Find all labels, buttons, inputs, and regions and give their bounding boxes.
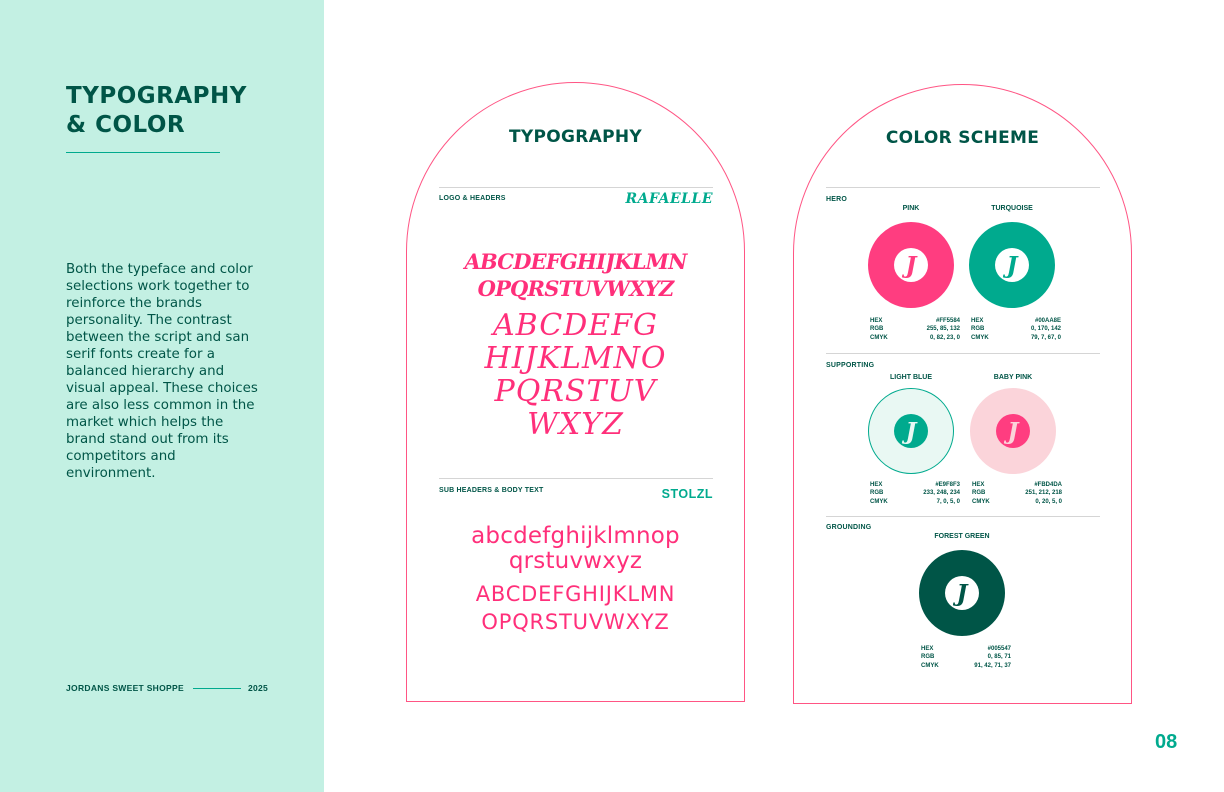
color-specs-turquoise [971, 317, 1061, 342]
monogram-icon: J [894, 248, 928, 282]
divider [439, 478, 713, 479]
spec-row-hex [870, 481, 960, 489]
color-scheme-panel [793, 84, 1132, 704]
group-label-grounding: GROUNDING [826, 524, 872, 531]
monogram-icon: J [995, 248, 1029, 282]
color-swatch-turquoise [969, 222, 1055, 308]
spec-value-cmyk: 91, 42, 71, 37 [974, 662, 1011, 669]
spec-value-hex: #FF5584 [935, 318, 960, 324]
sans-uppercase-line-2: OPQRSTUVWXYZ [481, 610, 670, 634]
spec-row-cmyk [972, 498, 1062, 506]
script-large-line-1: ABCDEFG [493, 308, 658, 343]
sans-upper-specimen [407, 580, 744, 636]
spec-row-hex [870, 317, 960, 325]
spec-value-cmyk: 0, 20, 5, 0 [1035, 498, 1062, 505]
page-number: 08 [1155, 731, 1178, 753]
swatch-name-turquoise: TURQUOISE [991, 205, 1033, 212]
sans-specimen [407, 524, 744, 574]
spec-label-rgb: RGB [972, 490, 986, 497]
color-swatch-light-blue [868, 388, 954, 474]
spec-value-cmyk: 0, 82, 23, 0 [929, 334, 960, 341]
spec-row-rgb [921, 653, 1011, 661]
monogram-icon: J [945, 576, 979, 610]
footer-year: 2025 [247, 683, 269, 693]
divider [826, 187, 1100, 188]
spec-value-rgb: 255, 85, 132 [926, 326, 960, 333]
spec-row-cmyk [870, 498, 960, 506]
spec-label-hex: HEX [971, 318, 984, 324]
color-specs-light-blue [870, 481, 960, 506]
color-swatch-forest-green [919, 550, 1005, 636]
spec-value-hex: #FBD4DA [1034, 482, 1062, 488]
spec-label-hex: HEX [870, 482, 883, 488]
divider [439, 187, 713, 188]
spec-row-cmyk [870, 334, 960, 342]
title-divider [66, 152, 220, 153]
spec-value-rgb: 0, 170, 142 [1030, 326, 1061, 333]
sans-uppercase-line-1: ABCDEFGHIJKLMN [475, 582, 676, 606]
group-label-supporting: SUPPORTING [826, 362, 875, 369]
spec-row-rgb [972, 489, 1062, 497]
footer-divider [193, 688, 241, 689]
page-title-line-2: & COLOR [66, 112, 186, 138]
spec-row-cmyk [921, 662, 1011, 670]
sidebar [0, 0, 324, 792]
color-specs-baby-pink [972, 481, 1062, 506]
sans-lowercase-line-1: abcdefghijklmnop [471, 523, 680, 549]
color-swatch-pink [868, 222, 954, 308]
script-large-specimen [407, 309, 744, 441]
spec-row-hex [972, 481, 1062, 489]
typography-panel [406, 82, 745, 702]
spec-label-rgb: RGB [870, 326, 884, 333]
spec-row-hex [921, 645, 1011, 653]
spec-row-rgb [870, 489, 960, 497]
script-specimen [407, 248, 744, 302]
monogram-icon: J [996, 414, 1030, 448]
body-text-label: SUB HEADERS & BODY TEXT [439, 487, 544, 494]
color-specs-pink [870, 317, 960, 342]
spec-value-cmyk: 79, 7, 67, 0 [1030, 334, 1061, 341]
color-scheme-title: COLOR SCHEME [885, 128, 1040, 148]
spec-label-hex: HEX [870, 318, 883, 324]
body-font-name: STOLZL [661, 487, 713, 501]
script-uppercase-line-2: OPQRSTUVWXYZ [477, 276, 674, 301]
script-large-line-4: WXYZ [527, 407, 624, 442]
monogram-icon: J [894, 414, 928, 448]
color-swatch-baby-pink [970, 388, 1056, 474]
page-title [66, 82, 286, 140]
script-uppercase-line-1: ABCDEFGHIJKLMN [464, 249, 687, 274]
spec-row-rgb [971, 325, 1061, 333]
script-large-line-3: PQRSTUV [494, 374, 657, 409]
spec-value-hex: #E9F8F3 [935, 482, 960, 488]
script-large-line-2: HIJKLMNO [484, 341, 667, 376]
spec-label-rgb: RGB [971, 326, 985, 333]
spec-label-cmyk: CMYK [870, 498, 888, 505]
page-title-line-1: TYPOGRAPHY [66, 83, 247, 109]
spec-row-cmyk [971, 334, 1061, 342]
divider [826, 516, 1100, 517]
spec-value-hex: #00AA8E [1034, 318, 1061, 324]
spec-label-hex: HEX [921, 646, 934, 652]
spec-value-cmyk: 7, 0, 5, 0 [936, 498, 960, 505]
spec-value-rgb: 251, 212, 218 [1025, 490, 1062, 497]
spec-value-hex: #005547 [987, 646, 1011, 652]
spec-label-cmyk: CMYK [971, 334, 989, 341]
spec-label-cmyk: CMYK [921, 662, 939, 669]
spec-value-rgb: 0, 85, 71 [987, 654, 1011, 661]
divider [826, 353, 1100, 354]
headers-font-name: RAFAELLE [625, 191, 713, 207]
spec-label-cmyk: CMYK [870, 334, 888, 341]
spec-value-rgb: 233, 248, 234 [923, 490, 960, 497]
footer-brand: JORDANS SWEET SHOPPE [66, 683, 184, 693]
spec-label-rgb: RGB [870, 490, 884, 497]
swatch-name-light-blue: LIGHT BLUE [890, 374, 932, 381]
spec-label-hex: HEX [972, 482, 985, 488]
spec-label-cmyk: CMYK [972, 498, 990, 505]
swatch-name-pink: PINK [902, 205, 920, 212]
color-specs-forest-green [921, 645, 1011, 670]
sans-lowercase-line-2: qrstuvwxyz [508, 548, 643, 574]
swatch-name-forest-green: FOREST GREEN [934, 533, 990, 540]
headers-label: LOGO & HEADERS [439, 195, 506, 202]
spec-row-hex [971, 317, 1061, 325]
spec-label-rgb: RGB [921, 654, 935, 661]
swatch-name-baby-pink: BABY PINK [993, 374, 1033, 381]
sidebar-body-text: Both the typeface and color selections work together to reinforce the brands personality. The contrast between the script and san serif fonts create for a balanced hierarchy and visual appeal. These choices are also less common in the market which helps the brand stand out from its competitors and environment. [66, 262, 258, 481]
typography-title: TYPOGRAPHY [508, 127, 642, 147]
spec-row-rgb [870, 325, 960, 333]
footer [66, 683, 268, 693]
group-label-hero: HERO [826, 196, 848, 203]
